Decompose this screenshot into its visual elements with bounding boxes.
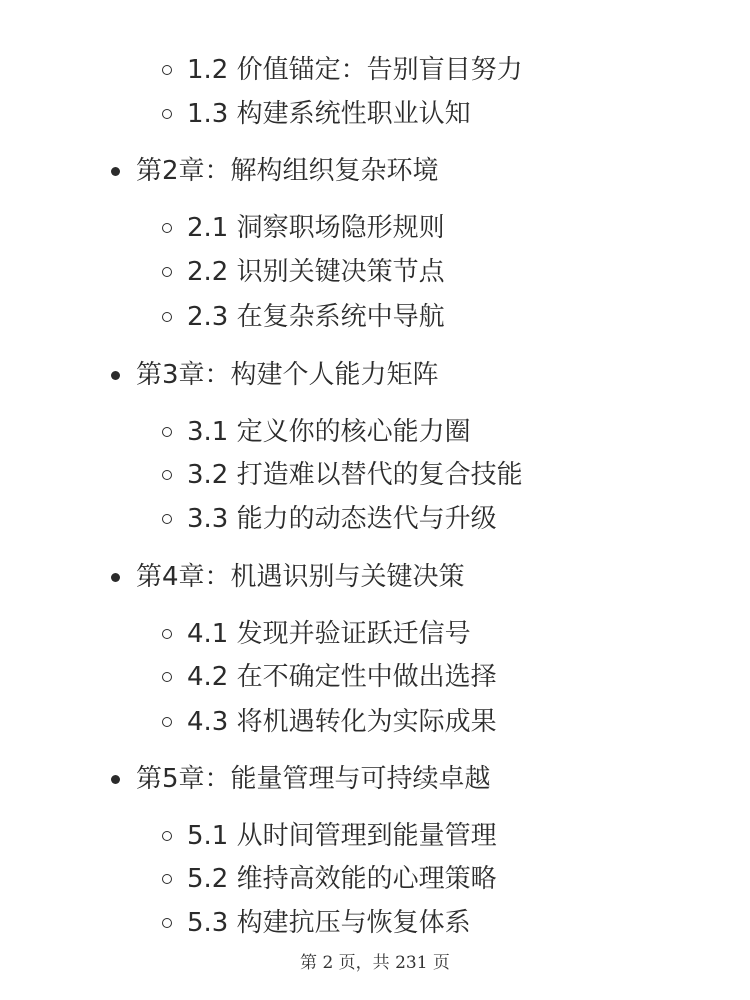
toc-chapter-label: 第2章：解构组织复杂环境 bbox=[136, 156, 439, 186]
hollow-bullet-icon bbox=[162, 918, 172, 928]
toc-section-label: 3.1 定义你的核心能力圈 bbox=[187, 417, 471, 447]
solid-bullet-icon bbox=[111, 371, 120, 380]
toc-chapter-item bbox=[0, 759, 491, 799]
hollow-bullet-icon bbox=[162, 427, 172, 437]
solid-bullet-icon bbox=[111, 167, 120, 176]
hollow-bullet-icon bbox=[162, 717, 172, 727]
toc-section-item bbox=[0, 702, 497, 742]
toc-section-label: 3.3 能力的动态迭代与升级 bbox=[187, 504, 497, 534]
hollow-bullet-icon bbox=[162, 874, 172, 884]
toc-chapter-label: 第3章：构建个人能力矩阵 bbox=[136, 360, 439, 390]
page-number-footer: 第 2 页，共 231 页 bbox=[300, 953, 450, 973]
toc-section-item bbox=[0, 499, 497, 539]
hollow-bullet-icon bbox=[162, 267, 172, 277]
toc-section-label: 1.2 价值锚定：告别盲目努力 bbox=[187, 55, 523, 85]
hollow-bullet-icon bbox=[162, 831, 172, 841]
hollow-bullet-icon bbox=[162, 109, 172, 119]
toc-section-label: 5.1 从时间管理到能量管理 bbox=[187, 821, 497, 851]
toc-section-item bbox=[0, 297, 445, 337]
toc-section-label: 4.2 在不确定性中做出选择 bbox=[187, 662, 497, 692]
hollow-bullet-icon bbox=[162, 629, 172, 639]
toc-section-item bbox=[0, 94, 471, 134]
solid-bullet-icon bbox=[111, 573, 120, 582]
toc-section-label: 5.2 维持高效能的心理策略 bbox=[187, 864, 497, 894]
toc-section-label: 1.3 构建系统性职业认知 bbox=[187, 99, 471, 129]
toc-section-label: 4.1 发现并验证跃迁信号 bbox=[187, 619, 471, 649]
toc-chapter-item bbox=[0, 557, 465, 597]
toc-section-item bbox=[0, 455, 523, 495]
toc-section-label: 5.3 构建抗压与恢复体系 bbox=[187, 908, 471, 938]
hollow-bullet-icon bbox=[162, 223, 172, 233]
toc-section-label: 4.3 将机遇转化为实际成果 bbox=[187, 707, 497, 737]
solid-bullet-icon bbox=[111, 775, 120, 784]
toc-section-item bbox=[0, 50, 523, 90]
toc-section-label: 2.2 识别关键决策节点 bbox=[187, 257, 445, 287]
toc-section-item bbox=[0, 657, 497, 697]
toc-chapter-label: 第5章：能量管理与可持续卓越 bbox=[136, 764, 491, 794]
toc-section-item bbox=[0, 903, 471, 943]
toc-section-label: 2.3 在复杂系统中导航 bbox=[187, 302, 445, 332]
hollow-bullet-icon bbox=[162, 470, 172, 480]
toc-section-item bbox=[0, 412, 471, 452]
hollow-bullet-icon bbox=[162, 514, 172, 524]
toc-section-item bbox=[0, 816, 497, 856]
toc-section-item bbox=[0, 208, 445, 248]
toc-section-item bbox=[0, 252, 445, 292]
toc-section-label: 3.2 打造难以替代的复合技能 bbox=[187, 460, 523, 490]
hollow-bullet-icon bbox=[162, 672, 172, 682]
toc-section-label: 2.1 洞察职场隐形规则 bbox=[187, 213, 445, 243]
toc-chapter-item bbox=[0, 355, 439, 395]
toc-chapter-label: 第4章：机遇识别与关键决策 bbox=[136, 562, 465, 592]
hollow-bullet-icon bbox=[162, 65, 172, 75]
toc-section-item bbox=[0, 859, 497, 899]
toc-chapter-item bbox=[0, 151, 439, 191]
hollow-bullet-icon bbox=[162, 312, 172, 322]
toc-section-item bbox=[0, 614, 471, 654]
